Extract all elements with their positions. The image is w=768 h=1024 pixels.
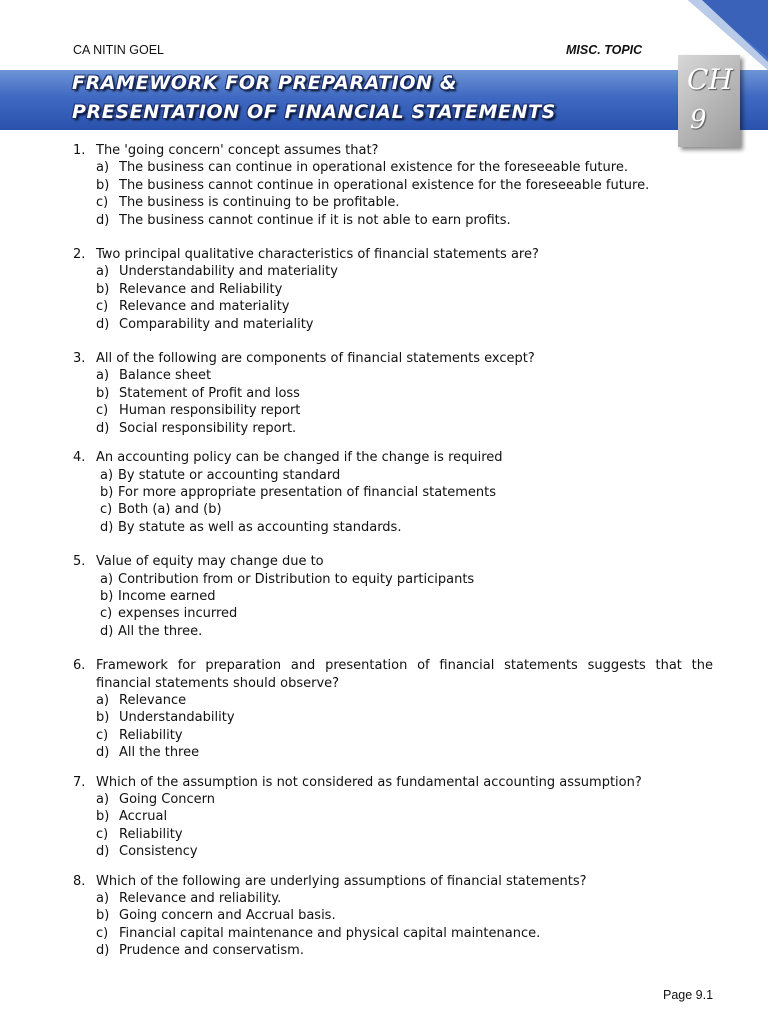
answer-option <box>73 420 713 437</box>
option-letter: a) <box>96 692 110 708</box>
question-number: 4. <box>73 450 86 466</box>
option-letter: a) <box>96 891 110 907</box>
answer-option <box>73 907 713 924</box>
option-text: Going concern and Accrual basis. <box>119 908 336 924</box>
option-text: By statute or accounting standard <box>118 467 341 483</box>
option-text: By statute as well as accounting standards. <box>118 519 402 535</box>
question-text: All of the following are components of financial statements except? <box>96 351 535 367</box>
option-letter: b) <box>96 281 110 297</box>
title-line-2: PRESENTATION OF FINANCIAL STATEMENTS <box>72 101 556 123</box>
question-text: Framework for preparation and presentation of financial statements suggests that the financial statements should observe? <box>96 658 713 691</box>
option-text: Relevance and Reliability <box>119 281 283 297</box>
option-text: Consistency <box>119 844 198 860</box>
question-item <box>73 657 713 761</box>
answer-option <box>73 692 713 709</box>
answer-option <box>73 843 713 860</box>
option-letter: d) <box>96 844 110 860</box>
answer-option <box>73 925 713 942</box>
question-stem <box>73 553 713 570</box>
option-text: Understandability and materiality <box>119 264 338 280</box>
option-text: Reliability <box>119 727 183 743</box>
option-letter: b) <box>96 908 110 924</box>
title-banner <box>0 70 768 130</box>
question-item <box>73 350 713 437</box>
answer-option <box>73 484 713 501</box>
option-text: Prudence and conservatism. <box>119 943 304 959</box>
question-text: Two principal qualitative characteristics of financial statements are? <box>96 247 539 263</box>
question-text: Which of the assumption is not considered as fundamental accounting assumption? <box>96 774 642 790</box>
option-letter: c) <box>96 299 109 315</box>
answer-option <box>73 385 713 402</box>
option-text: Statement of Profit and loss <box>119 385 300 401</box>
option-letter: c) <box>96 925 109 941</box>
option-letter: a) <box>96 264 110 280</box>
option-text: Financial capital maintenance and physical capital maintenance. <box>119 925 541 941</box>
option-letter: c) <box>96 403 109 419</box>
page-number: Page 9.1 <box>663 988 714 1002</box>
answer-option <box>73 177 713 194</box>
option-letter: d) <box>96 943 110 959</box>
option-letter: d) <box>96 212 110 228</box>
option-text: Relevance and materiality <box>119 299 290 315</box>
option-text: The business is continuing to be profitable. <box>119 195 400 211</box>
option-text: expenses incurred <box>118 606 238 622</box>
option-text: The business can continue in operational existence for the foreseeable future. <box>119 160 628 176</box>
question-stem <box>73 657 713 692</box>
question-item <box>73 553 713 640</box>
option-text: The business cannot continue if it is not able to earn profits. <box>119 212 511 228</box>
option-letter: c) <box>100 502 113 518</box>
option-text: Understandability <box>119 710 235 726</box>
option-text: Social responsibility report. <box>119 420 297 436</box>
question-text: The 'going concern' concept assumes that? <box>96 143 379 158</box>
answer-option <box>73 212 713 229</box>
question-text: Which of the following are underlying assumptions of financial statements? <box>96 873 587 889</box>
answer-option <box>73 367 713 384</box>
answer-option <box>73 501 713 518</box>
answer-option <box>73 605 713 622</box>
question-text: Value of equity may change due to <box>96 554 324 570</box>
option-text: Reliability <box>119 826 183 842</box>
option-text: Relevance and reliability. <box>119 891 282 907</box>
answer-option <box>73 298 713 315</box>
author-name: CA NITIN GOEL <box>73 43 164 57</box>
question-stem <box>73 142 713 159</box>
question-stem <box>73 350 713 367</box>
answer-option <box>73 727 713 744</box>
option-text: Balance sheet <box>119 368 212 384</box>
option-letter: a) <box>96 160 110 176</box>
option-letter: a) <box>96 368 110 384</box>
question-number: 8. <box>73 873 86 889</box>
option-text: Going Concern <box>119 792 216 807</box>
question-number: 6. <box>73 658 86 674</box>
option-text: The business cannot continue in operational existence for the foreseeable future. <box>119 177 650 193</box>
answer-option <box>73 791 713 808</box>
option-text: For more appropriate presentation of financial statements <box>118 484 497 500</box>
answer-option <box>73 402 713 419</box>
question-number: 3. <box>73 351 86 367</box>
option-text: Comparability and materiality <box>119 316 314 332</box>
option-letter: a) <box>96 792 110 807</box>
answer-option <box>73 467 713 484</box>
question-item <box>73 142 713 229</box>
option-text: Contribution from or Distribution to equity participants <box>118 571 475 587</box>
question-item <box>73 774 713 861</box>
option-letter: d) <box>100 623 114 639</box>
answer-option <box>73 942 713 959</box>
question-text: An accounting policy can be changed if the change is required <box>96 450 503 466</box>
option-letter: a) <box>100 571 114 587</box>
option-text: All the three <box>119 745 200 761</box>
option-letter: c) <box>96 826 109 842</box>
chapter-number: 9 <box>690 105 707 135</box>
answer-option <box>73 826 713 843</box>
option-text: Relevance <box>119 692 187 708</box>
option-text: Accrual <box>119 809 168 825</box>
question-stem <box>73 774 713 791</box>
answer-option <box>73 519 713 536</box>
answer-option <box>73 263 713 280</box>
chapter-badge <box>678 55 740 147</box>
question-number: 2. <box>73 247 86 263</box>
question-number: 5. <box>73 554 86 570</box>
question-item <box>73 449 713 536</box>
option-letter: b) <box>96 809 110 825</box>
option-letter: b) <box>100 484 114 500</box>
answer-option <box>73 194 713 211</box>
answer-option <box>73 744 713 761</box>
chapter-label: CH <box>687 63 733 96</box>
answer-option <box>73 571 713 588</box>
question-stem <box>73 449 713 466</box>
answer-option <box>73 316 713 333</box>
answer-option <box>73 808 713 825</box>
topic-label: MISC. TOPIC <box>566 43 643 57</box>
option-text: All the three. <box>118 623 203 639</box>
answer-option <box>73 281 713 298</box>
answer-option <box>73 709 713 726</box>
option-letter: d) <box>100 519 114 535</box>
question-stem <box>73 246 713 263</box>
option-letter: d) <box>96 316 110 332</box>
option-letter: d) <box>96 745 110 761</box>
option-letter: b) <box>96 177 110 193</box>
option-letter: c) <box>96 727 109 743</box>
title-line-1: FRAMEWORK FOR PREPARATION & <box>72 72 458 94</box>
option-letter: c) <box>96 195 109 211</box>
option-letter: c) <box>100 606 113 622</box>
question-item <box>73 246 713 333</box>
answer-option <box>73 623 713 640</box>
answer-option <box>73 890 713 907</box>
question-number: 1. <box>73 143 86 158</box>
option-text: Both (a) and (b) <box>118 502 222 518</box>
option-letter: b) <box>96 385 110 401</box>
answer-option <box>73 588 713 605</box>
question-list <box>73 142 713 977</box>
option-letter: d) <box>96 420 110 436</box>
question-stem <box>73 873 713 890</box>
option-text: Human responsibility report <box>119 403 301 419</box>
option-text: Income earned <box>118 588 216 604</box>
question-number: 7. <box>73 774 86 790</box>
option-letter: b) <box>96 710 110 726</box>
option-letter: a) <box>100 467 114 483</box>
answer-option <box>73 159 713 176</box>
option-letter: b) <box>100 588 114 604</box>
question-item <box>73 873 713 960</box>
